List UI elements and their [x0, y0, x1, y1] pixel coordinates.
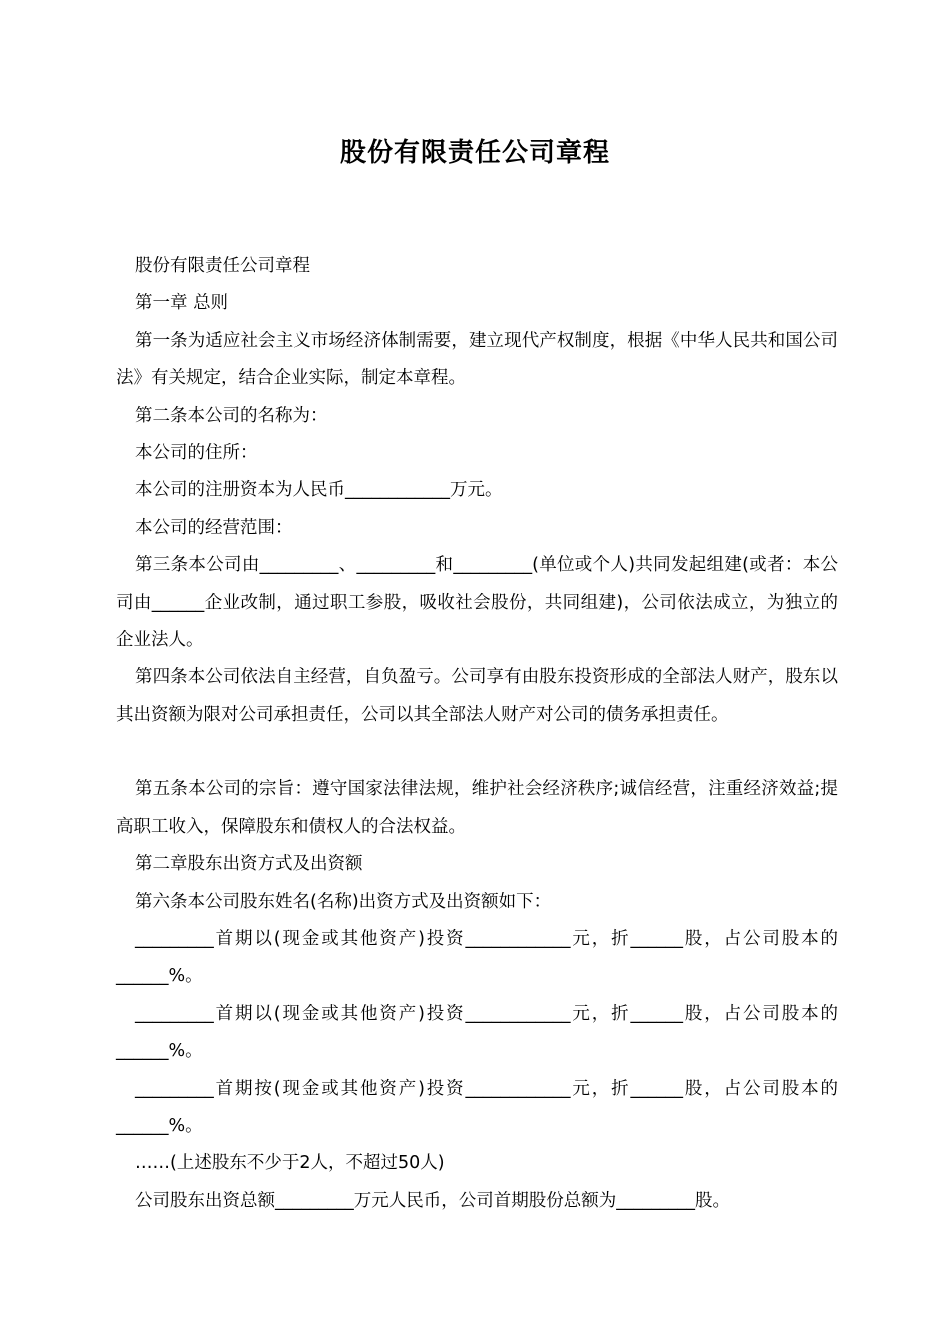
paragraph-shareholder-2: _________首期以(现金或其他资产)投资____________元，折______股，占公司股本的______%。 [116, 1003, 838, 1062]
paragraph-article-2: 第二条本公司的名称为： [135, 405, 328, 426]
paragraph-capital: 本公司的注册资本为人民币____________万元。 [135, 480, 503, 501]
paragraph-shareholder-3: _________首期按(现金或其他资产)投资____________元，折______股，占公司股本的______%。 [116, 1078, 838, 1136]
paragraph-heading: 股份有限责任公司章程 [135, 256, 310, 276]
paragraph-article-3: 第三条本公司由_________、_________和_________(单位或个人)共同发起组建(或者：本公司由______企业改制，通过职工参股，吸收社会股份，共同组建)，公司依法成立，为独立的企业法人。 [116, 555, 838, 651]
document-body [116, 248, 838, 1220]
paragraph-chapter-2: 第二章股东出资方式及出资额 [135, 854, 363, 875]
paragraph-article-6: 第六条本公司股东姓名(名称)出资方式及出资额如下： [135, 891, 552, 912]
paragraph-shareholder-1: _________首期以(现金或其他资产)投资____________元，折______股，占公司股本的______%。 [116, 928, 838, 987]
document-title: 股份有限责任公司章程 [339, 138, 610, 168]
paragraph-total: 公司股东出资总额_________万元人民币，公司首期股份总额为_________股。 [135, 1190, 730, 1211]
paragraph-chapter-1: 第一章 总则 [135, 293, 229, 314]
paragraph-scope: 本公司的经营范围： [135, 517, 293, 538]
paragraph-article-4: 第四条本公司依法自主经营，自负盈亏。公司享有由股东投资形成的全部法人财产，股东以其出资额为限对公司承担责任，公司以其全部法人财产对公司的债务承担责任。 [116, 667, 838, 725]
paragraph-article-5: 第五条本公司的宗旨：遵守国家法律法规，维护社会经济秩序;诚信经营，注重经济效益;提高职工收入，保障股东和债权人的合法权益。 [116, 779, 838, 837]
paragraph-article-1: 第一条为适应社会主义市场经济体制需要，建立现代产权制度，根据《中华人民共和国公司法》有关规定，结合企业实际，制定本章程。 [116, 330, 838, 389]
paragraph-note: ……(上述股东不少于2人，不超过50人) [135, 1153, 445, 1174]
paragraph-address: 本公司的住所： [135, 443, 258, 464]
